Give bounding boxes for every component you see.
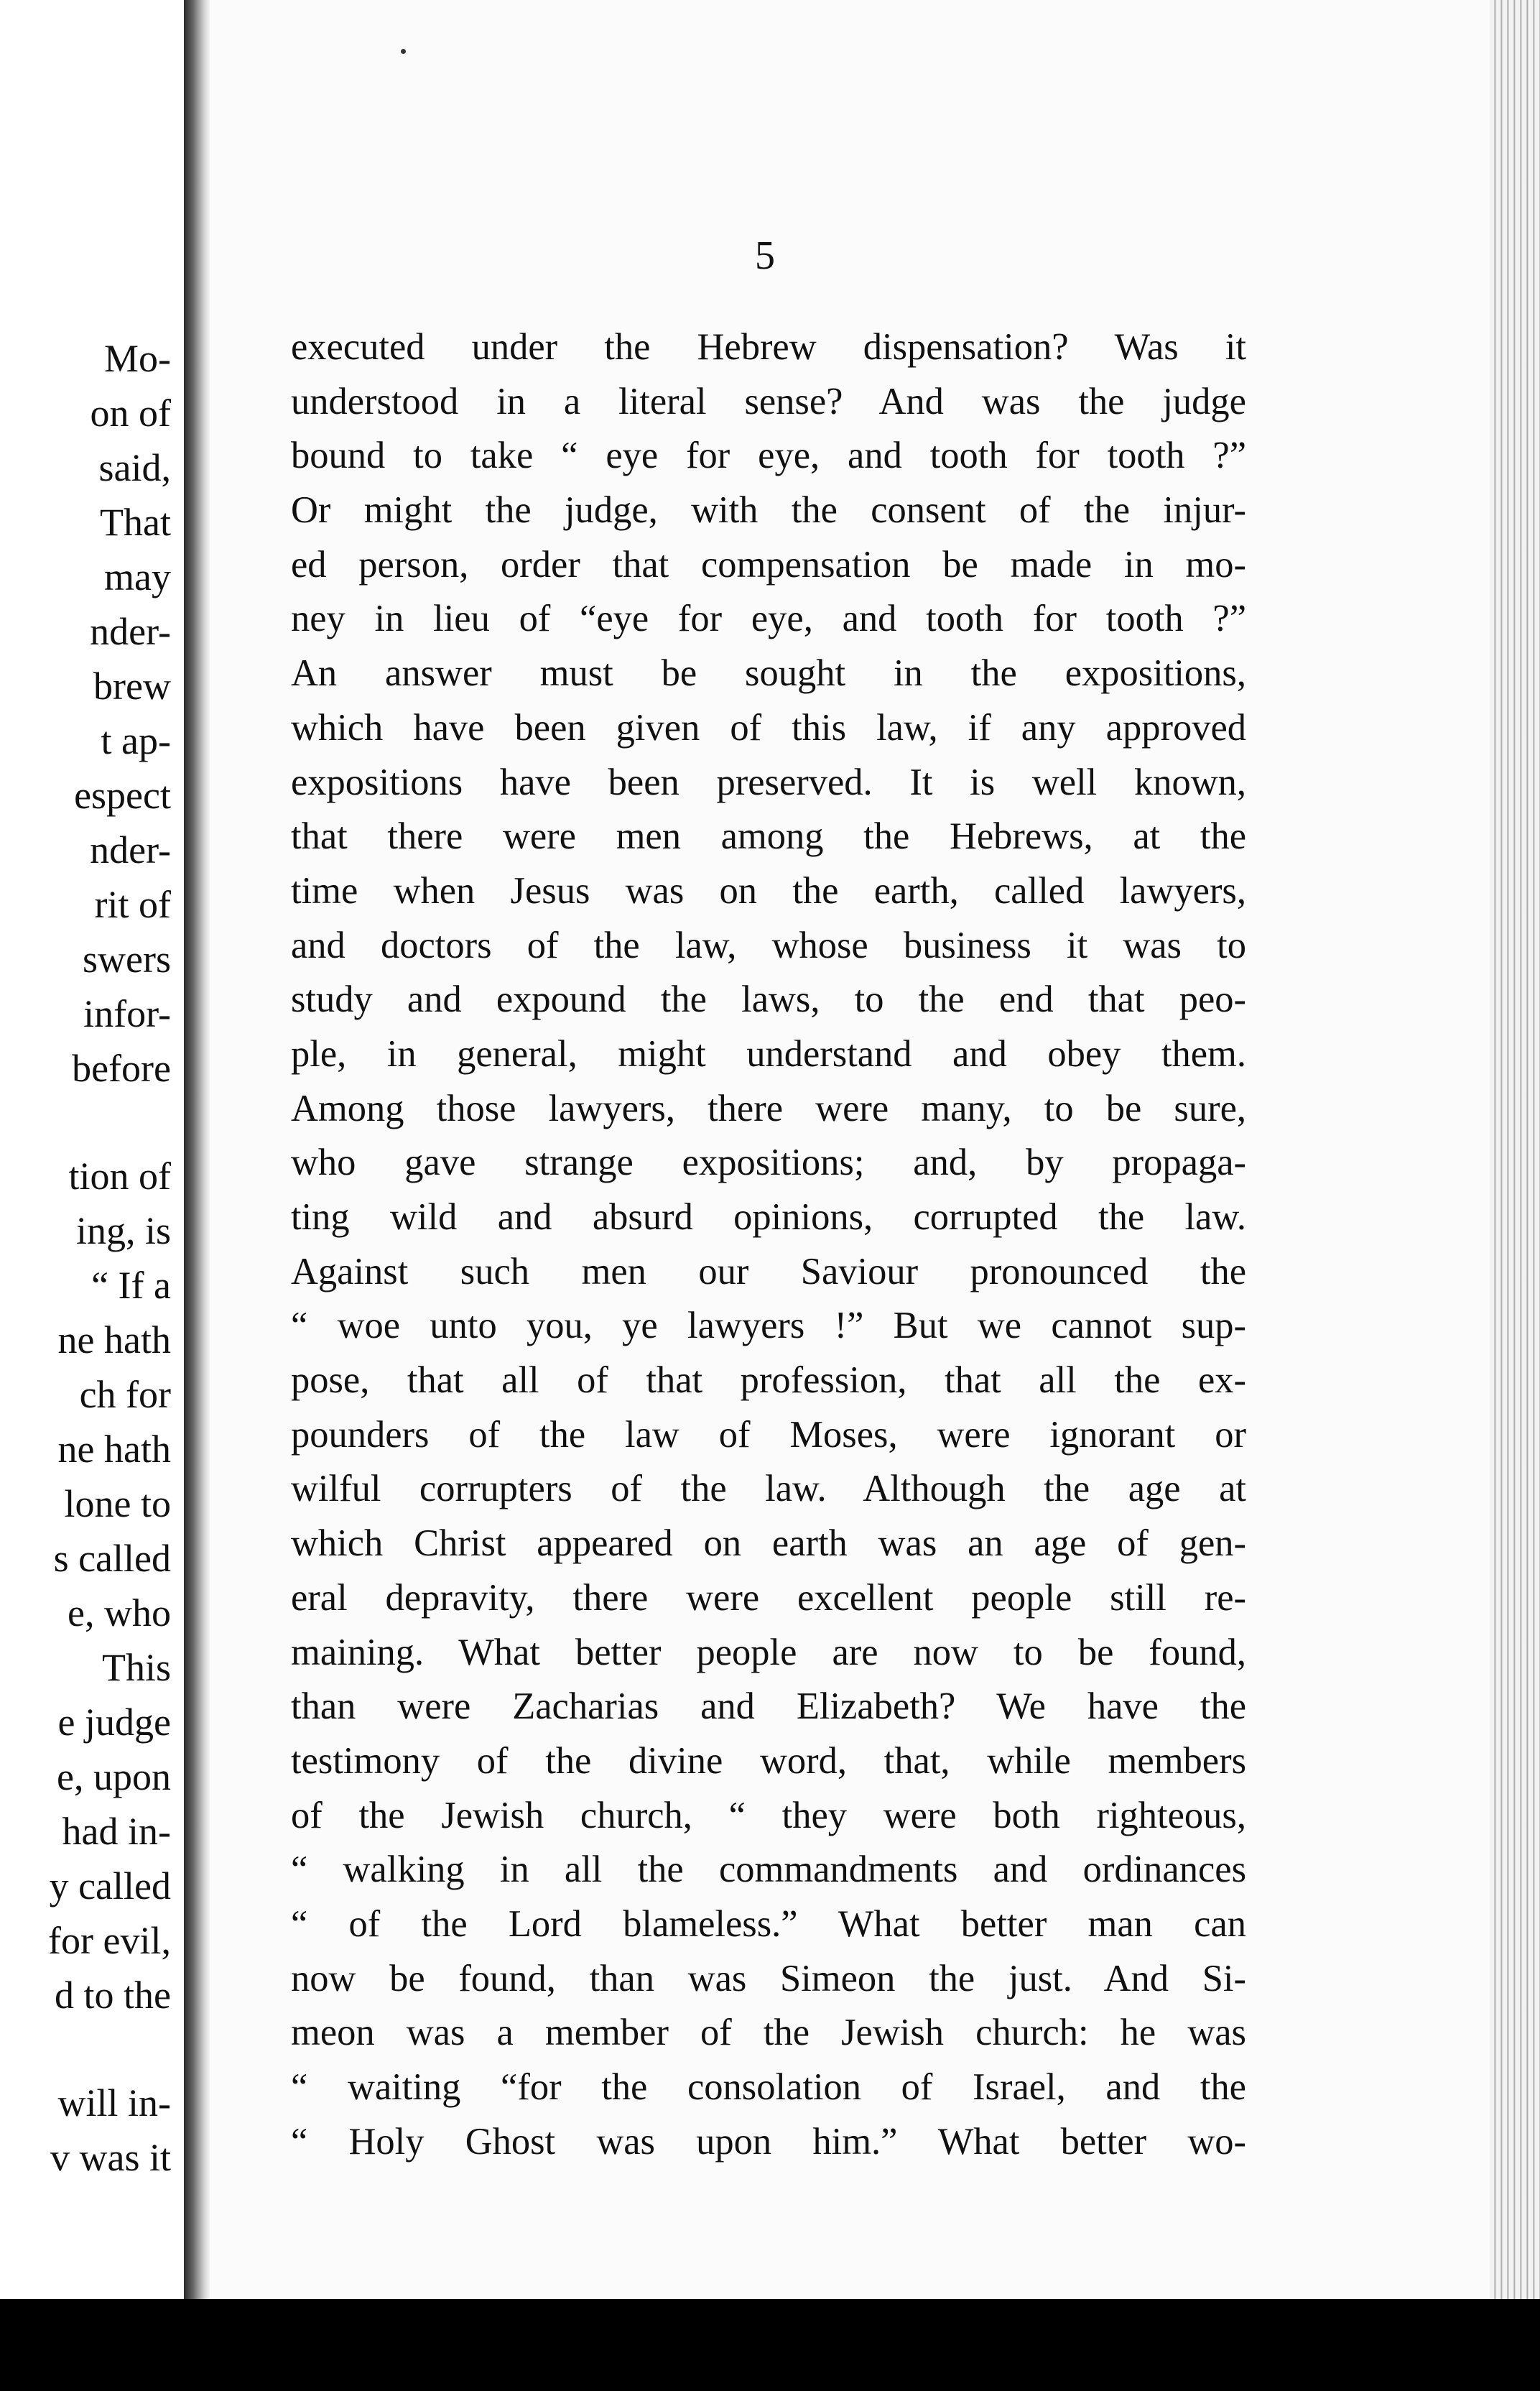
body-line: which Christ appeared on earth was an age of gen- [291, 1522, 1246, 1565]
body-line: pounders of the law of Moses, were ignorant or [291, 1413, 1246, 1456]
paper-speck [401, 49, 406, 54]
body-line: ting wild and absurd opinions, corrupted the law. [291, 1196, 1246, 1238]
body-line: bound to take “ eye for eye, and tooth for tooth ?” [291, 435, 1246, 477]
left-page-line: nder- [90, 610, 171, 653]
left-page-line: e, who [68, 1591, 171, 1634]
left-page-line: said, [98, 446, 171, 489]
body-line: “ woe unto you, ye lawyers !” But we cannot sup- [291, 1305, 1246, 1347]
body-line: time when Jesus was on the earth, called lawyers, [291, 869, 1246, 912]
left-page-line: lone to [64, 1482, 171, 1525]
page-number: 5 [755, 233, 775, 278]
left-page-line: nder- [90, 828, 171, 871]
left-page-line: e, upon [57, 1755, 171, 1798]
left-page-line: v was it [50, 2136, 171, 2179]
left-page-line: for evil, [48, 1919, 171, 1962]
body-line: and doctors of the law, whose business it was to [291, 924, 1246, 966]
body-line: meon was a member of the Jewish church: he was [291, 2012, 1246, 2054]
left-page-line: swers [83, 938, 171, 981]
left-page-line: on of [90, 392, 171, 435]
left-page-line: “ If a [91, 1264, 171, 1307]
left-facing-page [0, 0, 184, 2299]
body-line: Among those lawyers, there were many, to be sure, [291, 1087, 1246, 1129]
body-line: understood in a literal sense? And was the judge [291, 380, 1246, 422]
body-line: eral depravity, there were excellent people still re- [291, 1576, 1246, 1619]
left-page-line: Mo- [104, 337, 171, 380]
body-line: which have been given of this law, if any approved [291, 706, 1246, 749]
page-edges [1490, 0, 1540, 2299]
left-page-line: espect [74, 774, 171, 817]
body-line: of the Jewish church, “ they were both righteous, [291, 1794, 1246, 1836]
left-page-line: This [101, 1646, 171, 1689]
left-page-line: d to the [55, 1974, 171, 2017]
left-page-line: brew [93, 665, 171, 708]
body-line: testimony of the divine word, that, while members [291, 1739, 1246, 1782]
body-line: “ waiting “for the consolation of Israel, and the [291, 2066, 1246, 2108]
body-line: wilful corrupters of the law. Although the age at [291, 1468, 1246, 1510]
body-line: who gave strange expositions; and, by propaga- [291, 1142, 1246, 1184]
left-page-line: before [72, 1047, 171, 1090]
left-page-line: infor- [83, 992, 171, 1035]
left-page-line: tion of [68, 1155, 171, 1198]
left-page-line: had in- [62, 1810, 171, 1853]
left-page-line: e judge [57, 1701, 171, 1744]
body-line: Against such men our Saviour pronounced the [291, 1250, 1246, 1292]
body-line: that there were men among the Hebrews, at the [291, 815, 1246, 858]
body-line: “ walking in all the commandments and ordinances [291, 1849, 1246, 1891]
body-line: now be found, than was Simeon the just. And Si- [291, 1957, 1246, 1999]
scan-bottom-border [0, 2299, 1540, 2391]
body-line: than were Zacharias and Elizabeth? We have the [291, 1685, 1246, 1728]
body-line: ney in lieu of “eye for eye, and tooth for tooth ?” [291, 598, 1246, 640]
left-page-line: will in- [57, 2081, 171, 2124]
body-line: pose, that all of that profession, that all the ex- [291, 1359, 1246, 1402]
left-page-line: s called [53, 1537, 171, 1580]
left-page-line: y called [49, 1864, 171, 1907]
left-page-line: ch for [79, 1373, 171, 1416]
left-page-line: ing, is [75, 1209, 171, 1252]
body-line: Or might the judge, with the consent of the injur- [291, 489, 1246, 532]
body-line: maining. What better people are now to be found, [291, 1631, 1246, 1673]
body-line: ed person, order that compensation be made in mo- [291, 543, 1246, 586]
body-line: ple, in general, might understand and obey them. [291, 1032, 1246, 1075]
body-line: expositions have been preserved. It is well known, [291, 761, 1246, 803]
body-line: “ of the Lord blameless.” What better man can [291, 1902, 1246, 1945]
body-line: An answer must be sought in the expositions, [291, 652, 1246, 695]
book-gutter [184, 0, 210, 2299]
left-page-line: ne hath [57, 1428, 171, 1471]
left-page-line: may [104, 555, 171, 598]
body-line: executed under the Hebrew dispensation? Was it [291, 326, 1246, 368]
body-text [291, 320, 1246, 2169]
left-page-line: rit of [94, 883, 171, 926]
body-line: “ Holy Ghost was upon him.” What better wo- [291, 2120, 1246, 2163]
body-line: study and expound the laws, to the end that peo- [291, 979, 1246, 1021]
left-page-line: t ap- [101, 719, 171, 762]
left-page-line: ne hath [57, 1318, 171, 1361]
left-page-line: That [100, 501, 171, 544]
